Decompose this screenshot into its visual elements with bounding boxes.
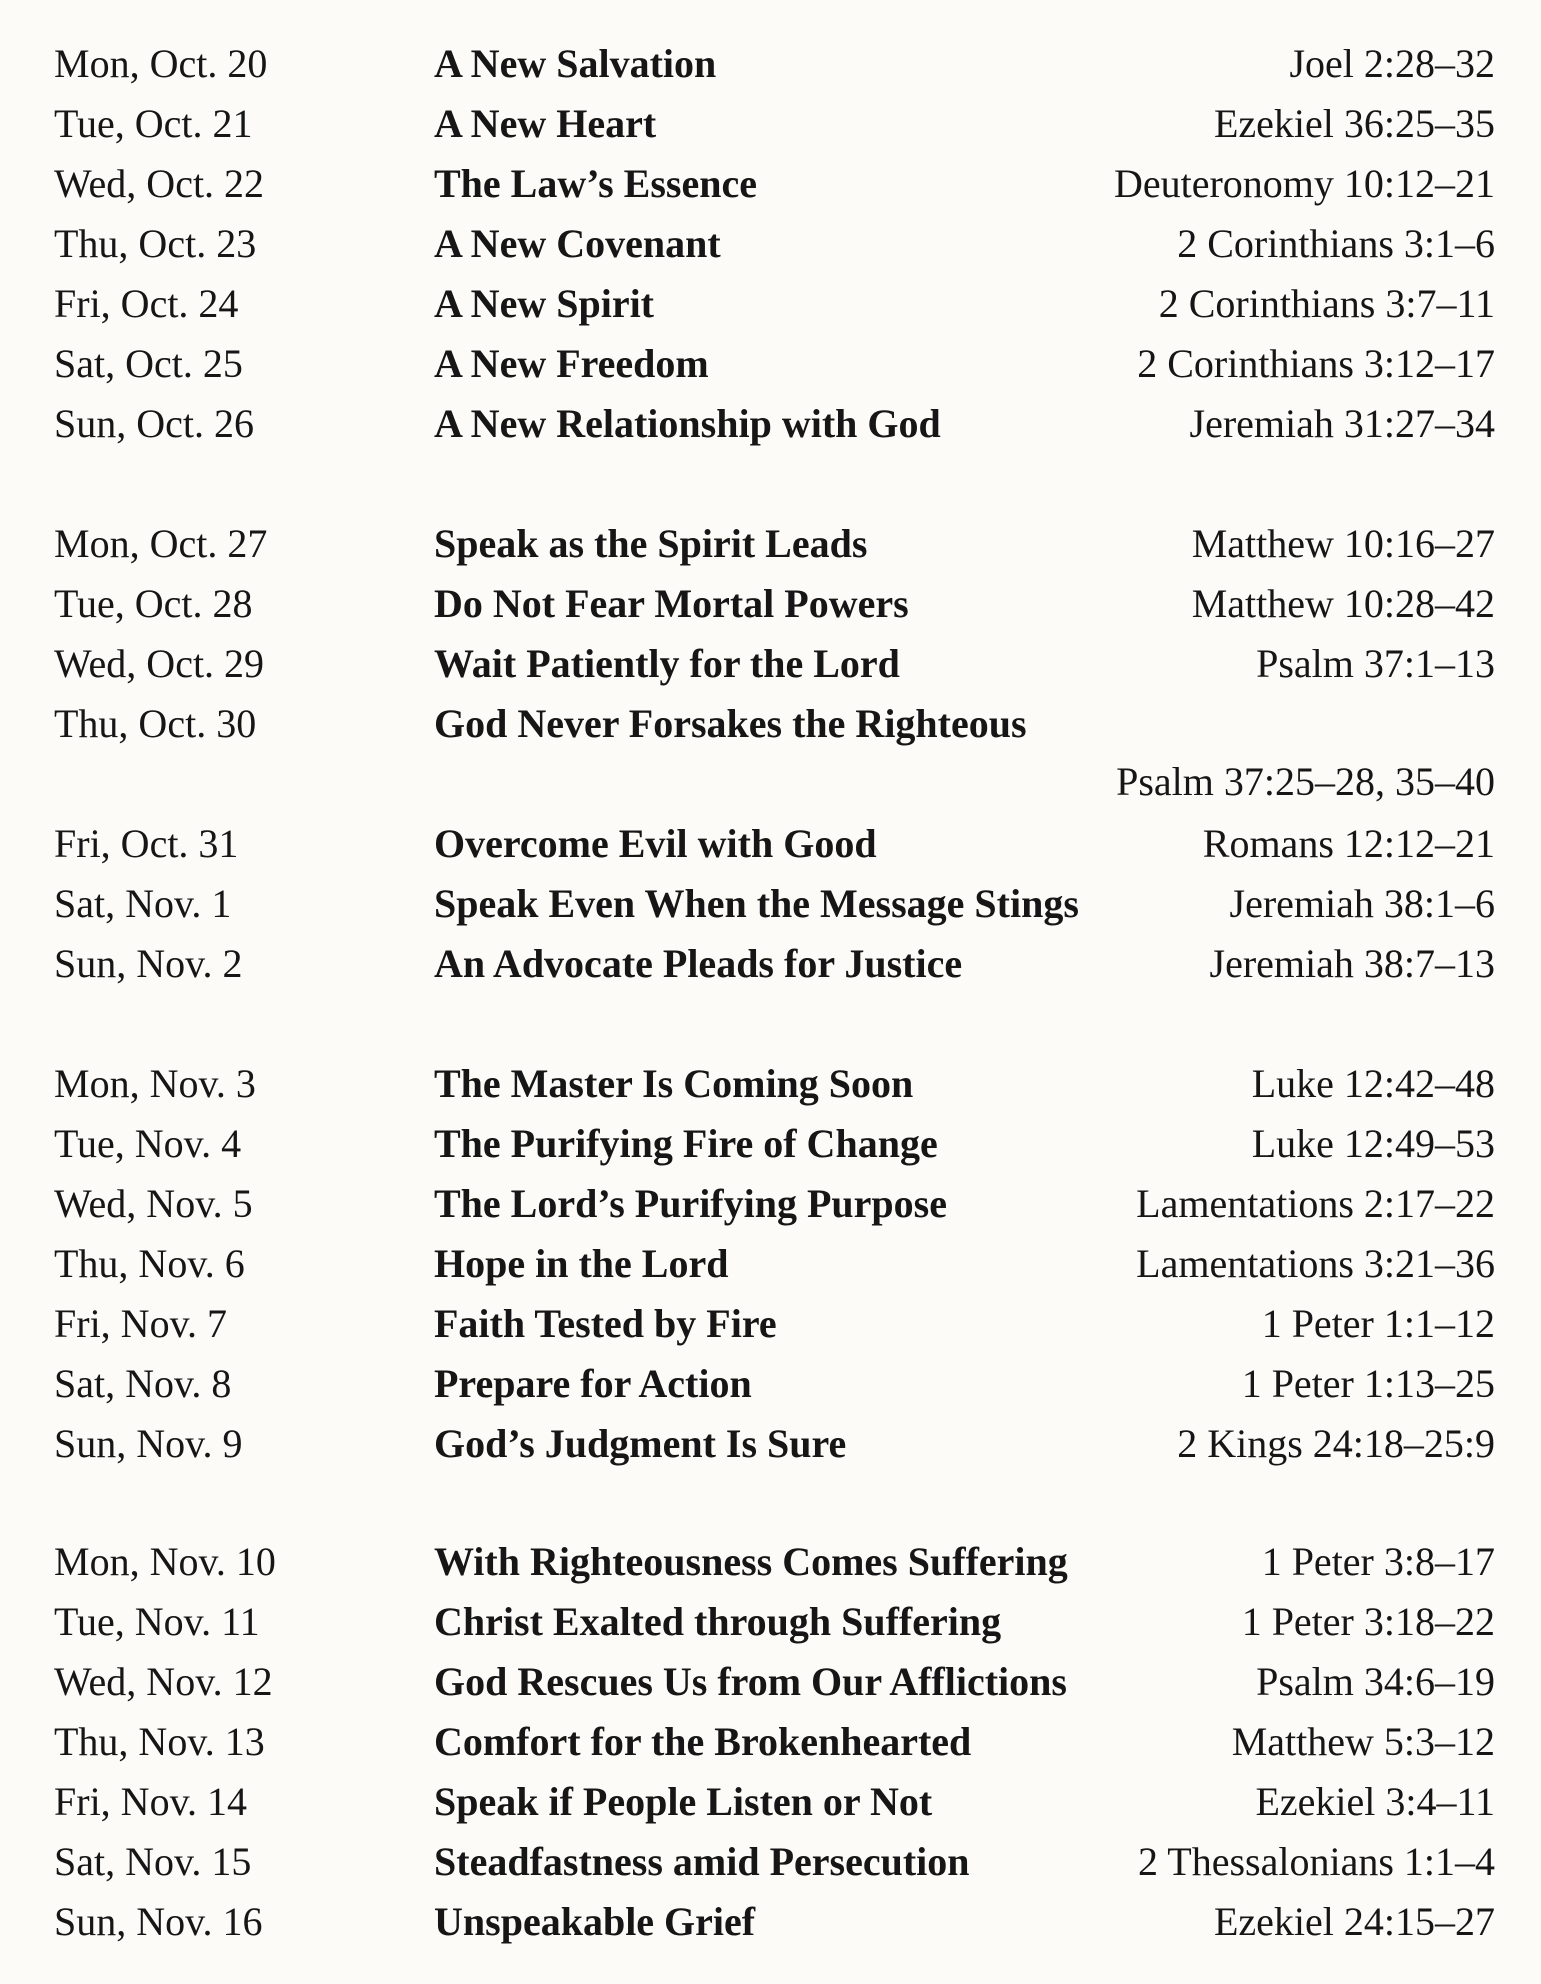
day-title: Speak if People Listen or Not (434, 1779, 933, 1824)
scripture-reference: 2 Corinthians 3:12–17 (1137, 341, 1495, 386)
day-date: Tue, Nov. 4 (54, 1121, 242, 1166)
scripture-reference: Matthew 5:3–12 (1231, 1719, 1495, 1764)
day-title: Steadfastness amid Persecution (434, 1839, 970, 1884)
scripture-reference: Jeremiah 38:7–13 (1209, 941, 1495, 986)
day-title: Faith Tested by Fire (434, 1301, 777, 1346)
day-title: The Master Is Coming Soon (434, 1061, 914, 1106)
week-group (0, 34, 1541, 454)
schedule-row (0, 1772, 1541, 1832)
day-date: Sun, Nov. 9 (54, 1421, 243, 1466)
scripture-reference: Romans 12:12–21 (1202, 821, 1495, 866)
day-date: Sun, Nov. 16 (54, 1899, 263, 1944)
scripture-reference: 2 Corinthians 3:7–11 (1158, 281, 1495, 326)
schedule-row (0, 934, 1541, 994)
day-date: Fri, Nov. 14 (54, 1779, 247, 1824)
day-title: A New Heart (434, 101, 657, 146)
schedule-row (0, 874, 1541, 934)
scripture-reference: Lamentations 2:17–22 (1136, 1181, 1495, 1226)
schedule-row (0, 94, 1541, 154)
day-date: Sat, Oct. 25 (54, 341, 243, 386)
week-group (0, 514, 1541, 994)
scripture-reference: 2 Thessalonians 1:1–4 (1137, 1839, 1495, 1884)
day-date: Sat, Nov. 1 (54, 881, 232, 926)
schedule-row (0, 814, 1541, 874)
day-date: Wed, Oct. 22 (54, 161, 265, 206)
scripture-reference: Ezekiel 3:4–11 (1255, 1779, 1495, 1824)
day-title: An Advocate Pleads for Justice (434, 941, 963, 986)
scripture-reference: Luke 12:49–53 (1251, 1121, 1495, 1166)
day-title: Comfort for the Brokenhearted (434, 1719, 972, 1764)
day-title: Do Not Fear Mortal Powers (434, 581, 909, 626)
schedule-row (0, 214, 1541, 274)
scripture-reference: 2 Corinthians 3:1–6 (1177, 221, 1495, 266)
day-date: Mon, Nov. 10 (54, 1539, 276, 1584)
day-title: Speak as the Spirit Leads (434, 521, 868, 566)
scripture-reference: Luke 12:42–48 (1251, 1061, 1495, 1106)
schedule-row (0, 1832, 1541, 1892)
scripture-reference: Deuteronomy 10:12–21 (1113, 161, 1495, 206)
scripture-reference: 1 Peter 3:18–22 (1241, 1599, 1495, 1644)
day-title: Christ Exalted through Suffering (434, 1599, 1002, 1644)
scripture-reference: Jeremiah 31:27–34 (1189, 401, 1495, 446)
day-title: The Lord’s Purifying Purpose (434, 1181, 947, 1226)
day-title: Wait Patiently for the Lord (434, 641, 900, 686)
schedule-row (0, 1414, 1541, 1474)
day-date: Wed, Oct. 29 (54, 641, 265, 686)
scripture-reference: Matthew 10:16–27 (1191, 521, 1495, 566)
day-date: Fri, Oct. 24 (54, 281, 239, 326)
day-title: God Never Forsakes the Righteous (434, 701, 1027, 746)
schedule-row (0, 694, 1541, 814)
day-date: Mon, Nov. 3 (54, 1061, 256, 1106)
day-title: A New Relationship with God (434, 401, 941, 446)
schedule-row (0, 334, 1541, 394)
day-title: With Righteousness Comes Suffering (434, 1539, 1068, 1584)
scripture-reference: 2 Kings 24:18–25:9 (1177, 1421, 1495, 1466)
scripture-reference: Ezekiel 24:15–27 (1213, 1899, 1495, 1944)
day-title: A New Covenant (434, 221, 721, 266)
schedule-row (0, 1712, 1541, 1772)
day-date: Tue, Oct. 21 (54, 101, 253, 146)
day-date: Fri, Oct. 31 (54, 821, 239, 866)
schedule-row (0, 1114, 1541, 1174)
day-date: Thu, Oct. 30 (54, 701, 257, 746)
schedule-row (0, 1532, 1541, 1592)
scripture-reference: Psalm 34:6–19 (1256, 1659, 1495, 1704)
day-date: Sat, Nov. 15 (54, 1839, 252, 1884)
day-date: Mon, Oct. 27 (54, 521, 268, 566)
day-title: The Purifying Fire of Change (434, 1121, 938, 1166)
day-title: God’s Judgment Is Sure (434, 1421, 847, 1466)
day-title: The Law’s Essence (434, 161, 757, 206)
day-title: A New Spirit (434, 281, 654, 326)
day-title: A New Freedom (434, 341, 709, 386)
schedule-row (0, 394, 1541, 454)
schedule-row (0, 1174, 1541, 1234)
day-date: Sat, Nov. 8 (54, 1361, 232, 1406)
schedule-row (0, 1892, 1541, 1952)
day-date: Thu, Nov. 6 (54, 1241, 245, 1286)
day-title: Speak Even When the Message Stings (434, 881, 1079, 926)
schedule-row (0, 154, 1541, 214)
scripture-reference: Jeremiah 38:1–6 (1229, 881, 1495, 926)
schedule-row (0, 1054, 1541, 1114)
day-title: Overcome Evil with Good (434, 821, 877, 866)
schedule-row (0, 34, 1541, 94)
scripture-reference: Psalm 37:1–13 (1256, 641, 1495, 686)
schedule-row (0, 274, 1541, 334)
schedule-row (0, 1592, 1541, 1652)
day-date: Thu, Nov. 13 (54, 1719, 265, 1764)
scripture-reference: Ezekiel 36:25–35 (1213, 101, 1495, 146)
schedule-row (0, 1354, 1541, 1414)
scripture-reference: 1 Peter 1:1–12 (1261, 1301, 1495, 1346)
day-date: Fri, Nov. 7 (54, 1301, 227, 1346)
day-date: Tue, Nov. 11 (54, 1599, 260, 1644)
schedule-row (0, 574, 1541, 634)
schedule-row (0, 1652, 1541, 1712)
day-date: Mon, Oct. 20 (54, 41, 268, 86)
schedule-row (0, 514, 1541, 574)
scripture-reference: 1 Peter 3:8–17 (1261, 1539, 1495, 1584)
day-title: A New Salvation (434, 41, 717, 86)
week-group (0, 1054, 1541, 1474)
day-date: Wed, Nov. 12 (54, 1659, 273, 1704)
scripture-reference: Lamentations 3:21–36 (1136, 1241, 1495, 1286)
day-date: Wed, Nov. 5 (54, 1181, 253, 1226)
day-title: Prepare for Action (434, 1361, 752, 1406)
day-title: Hope in the Lord (434, 1241, 729, 1286)
day-title: Unspeakable Grief (434, 1899, 756, 1944)
scripture-reference: Psalm 37:25–28, 35–40 (1116, 759, 1495, 804)
scripture-reference: 1 Peter 1:13–25 (1241, 1361, 1495, 1406)
day-date: Thu, Oct. 23 (54, 221, 257, 266)
day-date: Sun, Oct. 26 (54, 401, 254, 446)
schedule-row (0, 1294, 1541, 1354)
scripture-reference: Matthew 10:28–42 (1191, 581, 1495, 626)
scripture-reference: Joel 2:28–32 (1289, 41, 1495, 86)
day-title: God Rescues Us from Our Afflictions (434, 1659, 1067, 1704)
schedule-row (0, 634, 1541, 694)
schedule-row (0, 1234, 1541, 1294)
day-date: Sun, Nov. 2 (54, 941, 243, 986)
day-date: Tue, Oct. 28 (54, 581, 253, 626)
week-group (0, 1532, 1541, 1952)
